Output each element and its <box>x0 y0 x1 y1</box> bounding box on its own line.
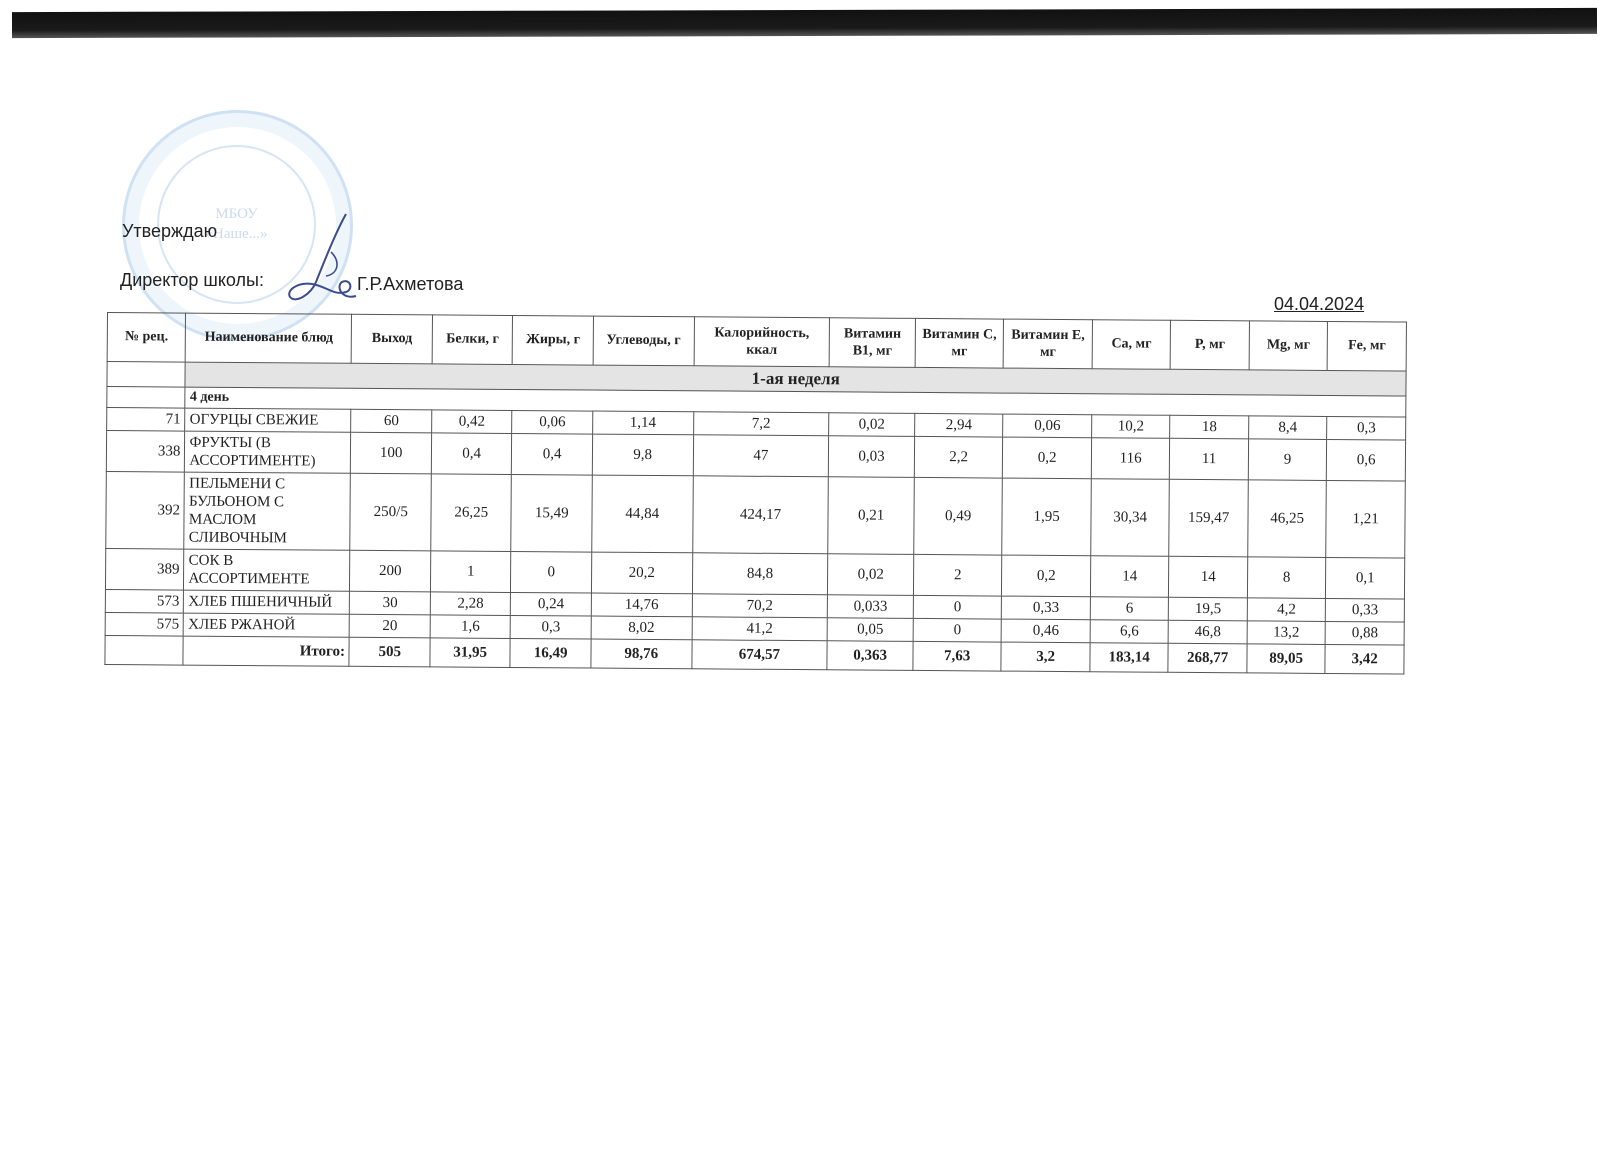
cell-name: СОК В АССОРТИМЕНТЕ <box>184 549 350 591</box>
cell-vit-b1: 0,033 <box>828 595 914 619</box>
cell-vit-e: 0,46 <box>1002 619 1091 643</box>
total-mg: 89,05 <box>1247 644 1326 674</box>
header-name: Наименование блюд <box>186 313 352 363</box>
header-p: P, мг <box>1171 320 1250 370</box>
cell-carbs: 9,8 <box>592 434 693 476</box>
total-protein: 31,95 <box>430 638 511 668</box>
header-rec: № рец. <box>107 313 186 363</box>
cell-mg: 9 <box>1248 439 1327 481</box>
cell-name: ХЛЕБ ПШЕНИЧНЫЙ <box>184 590 350 614</box>
cell-fat: 0 <box>511 551 592 593</box>
total-vit-e: 3,2 <box>1001 642 1090 672</box>
day-title: 4 день <box>185 387 1406 417</box>
cell-yield: 60 <box>351 409 432 433</box>
cell-rec: 575 <box>105 612 184 636</box>
week-row-spacer <box>107 362 186 388</box>
header-fat: Жиры, г <box>513 315 594 365</box>
cell-mg: 4,2 <box>1247 598 1326 622</box>
cell-fat: 0,3 <box>511 615 592 639</box>
cell-fe: 0,6 <box>1327 439 1406 481</box>
menu-table-wrapper <box>104 312 1415 675</box>
cell-vit-c: 0,49 <box>914 477 1003 555</box>
cell-kcal: 424,17 <box>692 476 828 554</box>
cell-name: ПЕЛЬМЕНИ С БУЛЬОНОМ С МАСЛОМ СЛИВОЧНЫМ <box>184 472 351 550</box>
cell-yield: 200 <box>350 550 431 592</box>
cell-mg: 13,2 <box>1247 621 1326 645</box>
cell-ca: 30,34 <box>1091 479 1170 557</box>
cell-vit-e: 0,06 <box>1003 414 1092 438</box>
cell-name: ХЛЕБ РЖАНОЙ <box>184 613 350 637</box>
menu-nutrition-table <box>104 312 1407 675</box>
cell-kcal: 47 <box>693 435 829 477</box>
header-mg: Mg, мг <box>1249 321 1328 371</box>
cell-carbs: 20,2 <box>591 552 692 594</box>
cell-fat: 0,4 <box>512 433 593 475</box>
cell-ca: 116 <box>1091 438 1170 480</box>
dish-rows <box>105 408 1406 646</box>
cell-vit-e: 0,2 <box>1003 437 1092 479</box>
cell-mg: 46,25 <box>1248 480 1327 558</box>
cell-fe: 1,21 <box>1326 480 1405 558</box>
cell-rec: 389 <box>105 548 184 590</box>
cell-vit-c: 0 <box>913 595 1002 619</box>
week-title: 1-ая неделя <box>185 362 1406 396</box>
cell-rec: 338 <box>106 431 185 473</box>
cell-vit-c: 2,2 <box>914 436 1003 478</box>
cell-protein: 0,4 <box>431 433 512 475</box>
cell-fe: 0,1 <box>1326 557 1405 599</box>
cell-kcal: 70,2 <box>692 594 828 618</box>
cell-vit-b1: 0,02 <box>828 554 914 596</box>
header-kcal: Калорийность, ккал <box>694 317 830 367</box>
cell-carbs: 44,84 <box>592 475 693 553</box>
cell-kcal: 41,2 <box>692 617 828 641</box>
cell-vit-e: 0,33 <box>1002 596 1091 620</box>
total-spacer <box>105 635 184 665</box>
total-label: Итого: <box>183 636 349 666</box>
document-date: 04.04.2024 <box>1274 294 1365 314</box>
total-p: 268,77 <box>1168 643 1247 673</box>
header-carbs: Углеводы, г <box>593 316 694 366</box>
cell-carbs: 8,02 <box>591 616 692 640</box>
director-signature <box>286 212 366 312</box>
cell-p: 18 <box>1170 415 1249 439</box>
cell-yield: 100 <box>351 432 432 474</box>
cell-mg: 8,4 <box>1248 416 1327 440</box>
total-carbs: 98,76 <box>591 639 692 669</box>
table-row <box>106 471 1406 558</box>
cell-yield: 20 <box>350 614 431 638</box>
header-vit-c: Витамин C, мг <box>915 318 1004 368</box>
cell-protein: 26,25 <box>431 474 512 552</box>
cell-ca: 6 <box>1090 597 1169 621</box>
cell-vit-b1: 0,02 <box>829 413 915 437</box>
cell-vit-b1: 0,05 <box>827 618 913 642</box>
cell-protein: 2,28 <box>430 592 511 616</box>
cell-yield: 30 <box>350 591 431 615</box>
day-row-spacer <box>107 387 186 409</box>
cell-protein: 1 <box>430 551 511 593</box>
cell-carbs: 1,14 <box>593 411 694 435</box>
cell-p: 19,5 <box>1169 597 1248 621</box>
cell-vit-b1: 0,03 <box>829 436 915 478</box>
total-vit-c: 7,63 <box>913 641 1002 671</box>
cell-ca: 6,6 <box>1090 620 1169 644</box>
cell-fat: 0,24 <box>511 592 592 616</box>
cell-vit-b1: 0,21 <box>828 477 914 555</box>
cell-p: 11 <box>1170 438 1249 480</box>
cell-rec: 71 <box>107 408 186 432</box>
cell-protein: 0,42 <box>432 410 513 434</box>
cell-rec: 392 <box>106 471 185 549</box>
cell-fat: 0,06 <box>512 410 593 434</box>
cell-kcal: 7,2 <box>693 412 829 436</box>
cell-fe: 0,88 <box>1325 621 1404 645</box>
stamp-line-1: МБОУ <box>215 206 258 222</box>
scan-edge-shadow <box>12 8 1597 38</box>
total-kcal: 674,57 <box>691 640 827 670</box>
total-fe: 3,42 <box>1325 644 1404 674</box>
header-yield: Выход <box>352 314 433 364</box>
cell-ca: 14 <box>1090 556 1169 598</box>
cell-carbs: 14,76 <box>591 593 692 617</box>
cell-vit-e: 0,2 <box>1002 555 1091 597</box>
header-vit-e: Витамин E, мг <box>1004 319 1093 369</box>
cell-mg: 8 <box>1247 557 1326 599</box>
header-vit-b1: Витамин B1, мг <box>829 318 915 368</box>
total-yield: 505 <box>349 637 430 667</box>
header-ca: Ca, мг <box>1092 320 1171 370</box>
cell-ca: 10,2 <box>1092 415 1171 439</box>
stamp-line-2: «Наше...» <box>205 225 268 242</box>
cell-rec: 573 <box>105 589 184 613</box>
cell-vit-c: 0 <box>913 618 1002 642</box>
cell-p: 159,47 <box>1169 479 1248 557</box>
cell-yield: 250/5 <box>350 473 431 551</box>
cell-name: ФРУКТЫ (В АССОРТИМЕНТЕ) <box>185 431 351 473</box>
cell-vit-c: 2 <box>913 554 1002 596</box>
cell-fe: 0,33 <box>1326 598 1405 622</box>
total-vit-b1: 0,363 <box>827 641 913 671</box>
cell-kcal: 84,8 <box>692 553 828 595</box>
director-label: Директор школы: <box>120 270 264 290</box>
header-fe: Fe, мг <box>1327 321 1406 371</box>
cell-vit-e: 1,95 <box>1002 478 1091 556</box>
header-protein: Белки, г <box>432 315 513 365</box>
cell-fat: 15,49 <box>511 474 592 552</box>
cell-vit-c: 2,94 <box>915 413 1004 437</box>
cell-fe: 0,3 <box>1327 416 1406 440</box>
cell-protein: 1,6 <box>430 615 511 639</box>
director-name: Г.Р.Ахметова <box>357 274 464 294</box>
cell-p: 14 <box>1169 556 1248 598</box>
approve-label: Утверждаю <box>122 221 218 241</box>
cell-p: 46,8 <box>1169 620 1248 644</box>
total-fat: 16,49 <box>510 638 591 668</box>
cell-name: ОГУРЦЫ СВЕЖИЕ <box>185 408 351 432</box>
total-ca: 183,14 <box>1090 643 1169 673</box>
